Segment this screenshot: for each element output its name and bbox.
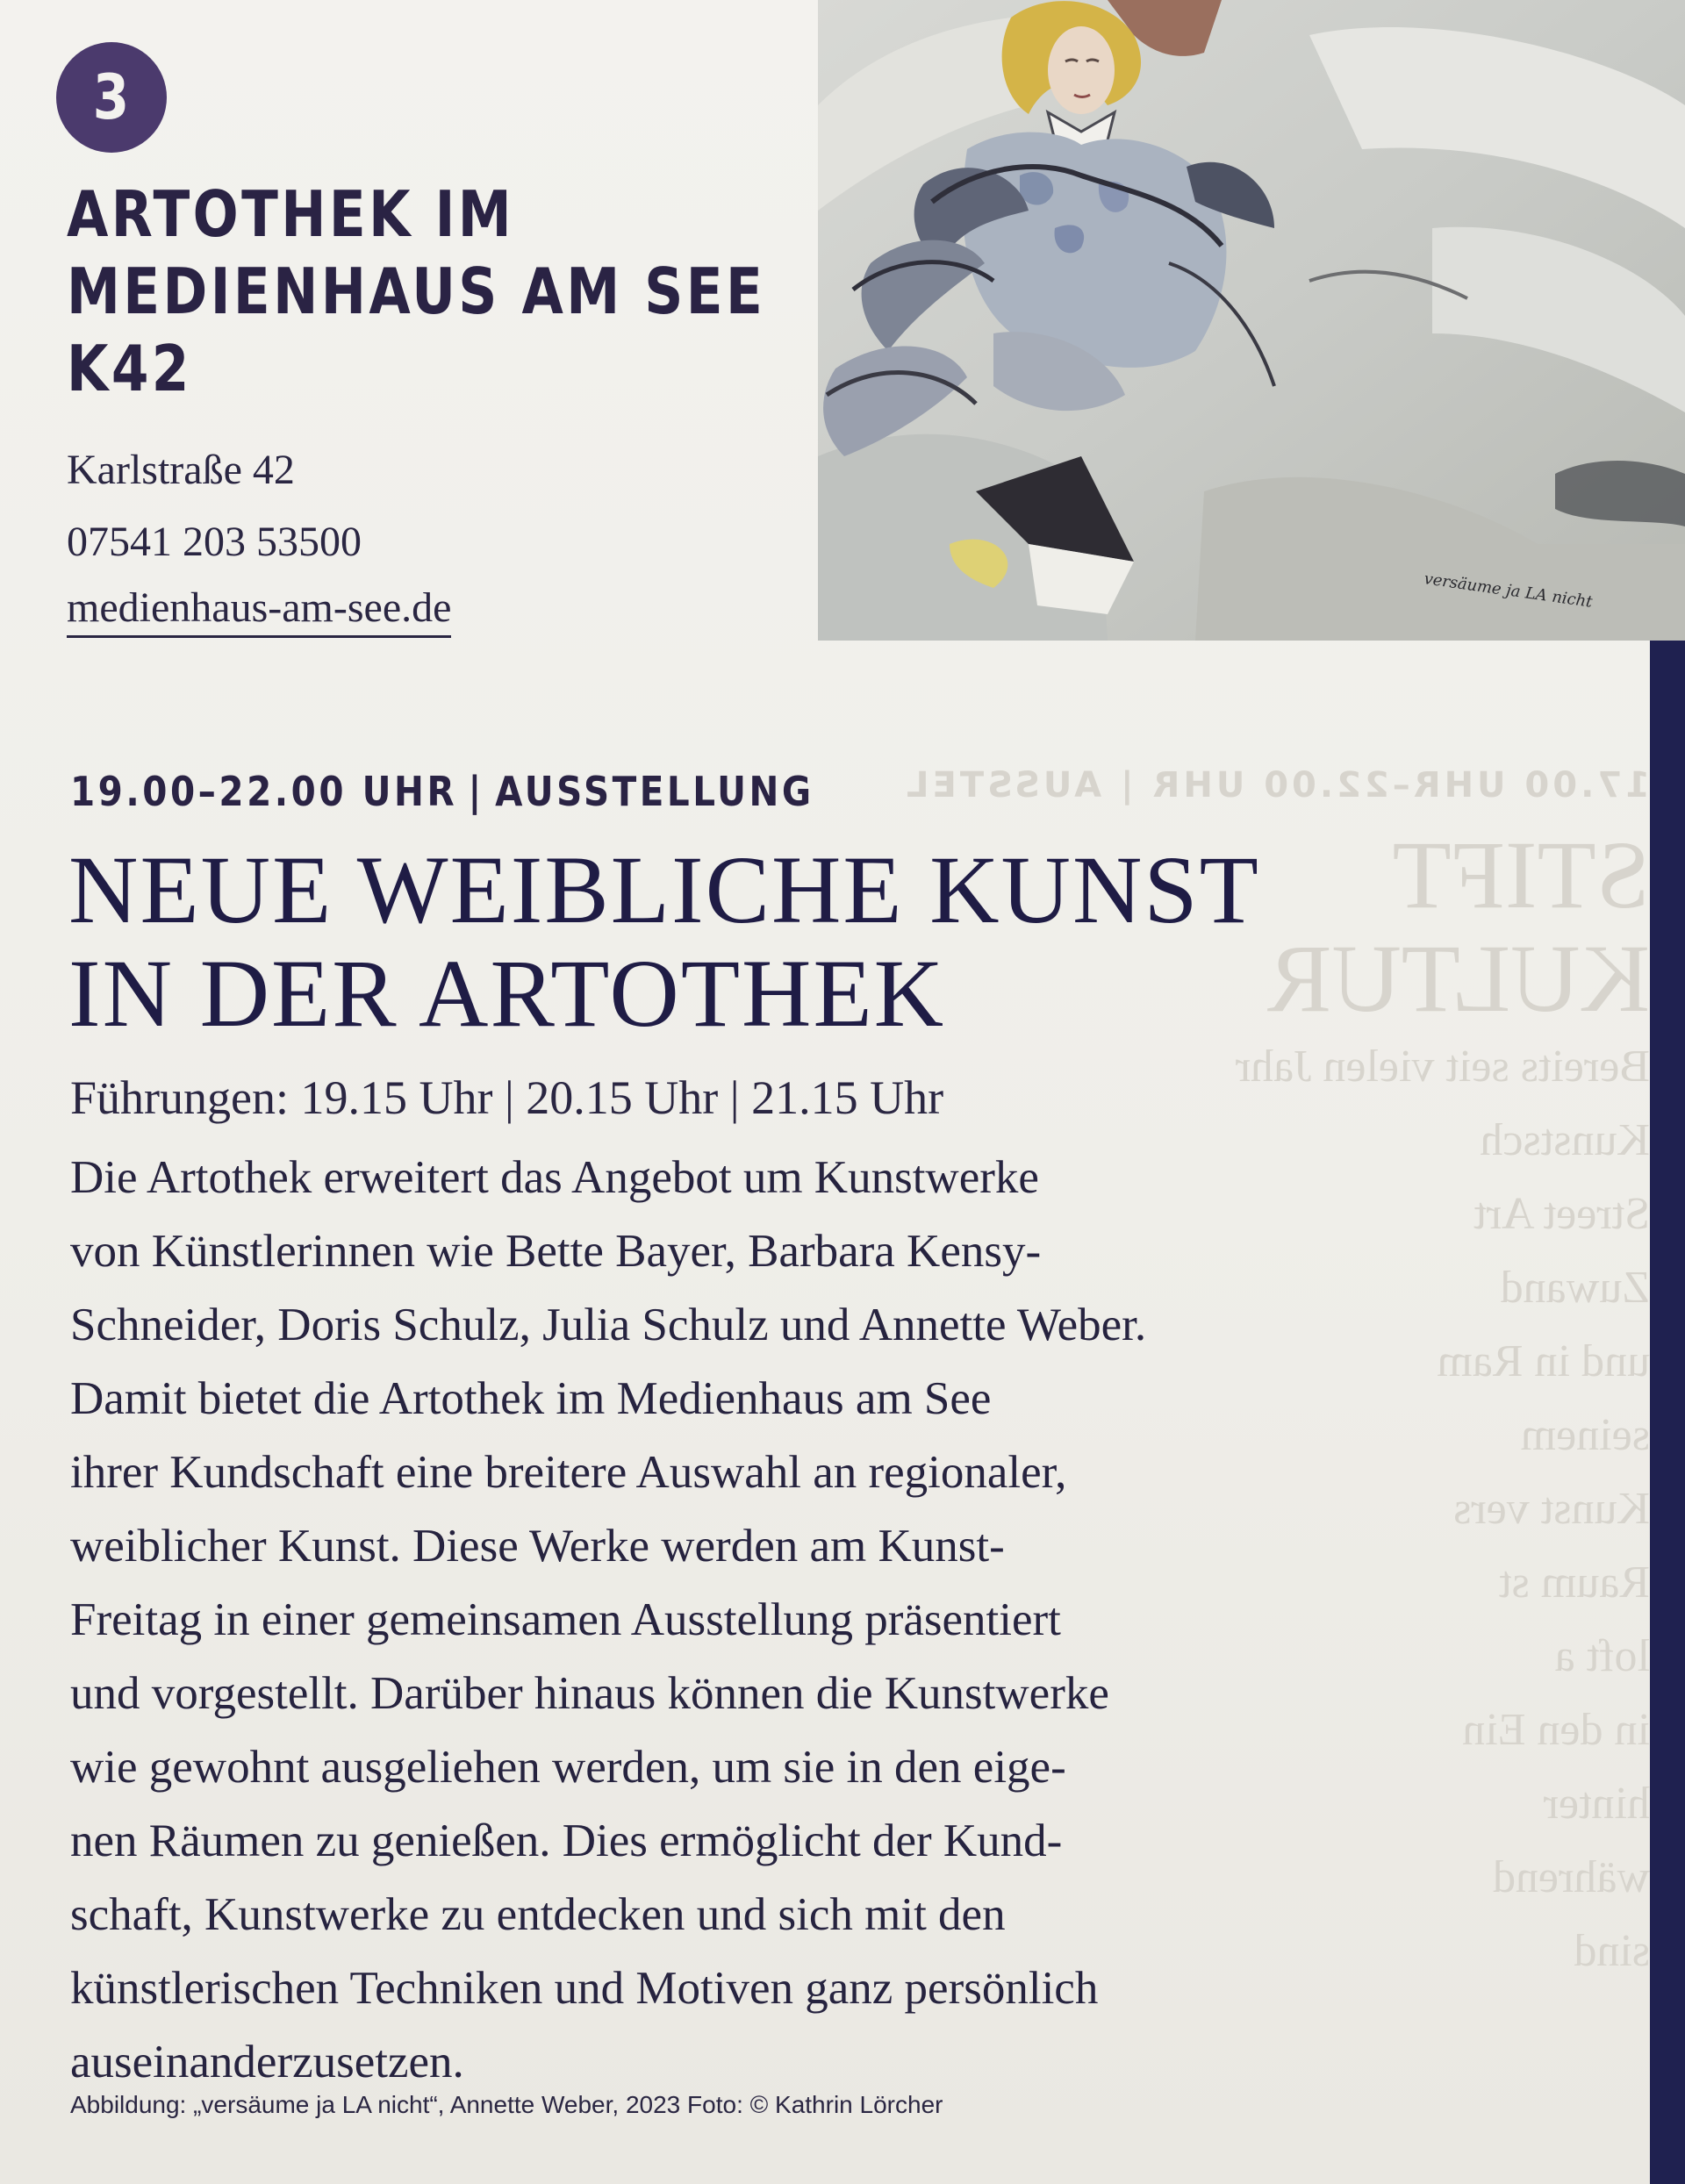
description-line: und vorgestellt. Darüber hinaus können die Kunstwerke <box>70 1668 1109 1719</box>
description-line: von Künstlerinnen wie Bette Bayer, Barbara Kensy- <box>70 1226 1042 1277</box>
description-line: Damit bietet die Artothek im Medienhaus am See <box>70 1373 992 1424</box>
venue-phone: 07541 203 53500 <box>67 519 362 565</box>
reverse-page-bleed-through: 17.00 UHR–22.00 UHR | AUSSTEL STIFT KULTUR Bereits seit vielen Jahr Kunstsch Street Art Zuwand und in Ram seinem Kunst vers Raum st loft a in den Ein hinter während sind <box>903 765 1650 1976</box>
description-line: nen Räumen zu genießen. Dies ermöglicht der Kund- <box>70 1815 1063 1866</box>
image-caption: Abbildung: „versäume ja LA nicht“, Annette Weber, 2023 Foto: © Kathrin Lörcher <box>70 2091 943 2118</box>
event-title-line: IN DER ARTOTHEK <box>68 940 946 1047</box>
event-title-line: NEUE WEIBLICHE KUNST <box>68 836 1260 943</box>
artwork-painting <box>818 0 1685 641</box>
venue-name-line: ARTOTHEK IM <box>67 177 515 251</box>
venue-address: Karlstraße 42 <box>67 447 295 493</box>
description-line: weiblicher Kunst. Diese Werke werden am Kunst- <box>70 1521 1005 1572</box>
venue-website-link[interactable]: medienhaus-am-see.de <box>67 584 451 638</box>
event-time: 19.00–22.00 UHR <box>70 768 458 815</box>
event-title <box>68 838 1560 1045</box>
artwork-image <box>818 0 1685 641</box>
venue-number-badge <box>56 42 167 153</box>
description-line: Freitag in einer gemeinsamen Ausstellung präsentiert <box>70 1594 1061 1645</box>
description-line: ihrer Kundschaft eine breitere Auswahl an regionaler, <box>70 1447 1067 1498</box>
venue-name <box>67 175 766 407</box>
venue-number: 3 <box>92 61 131 133</box>
venue-name-line: MEDIENHAUS AM SEE <box>67 254 766 328</box>
venue-name-line: K42 <box>67 332 192 405</box>
event-kicker <box>70 768 814 815</box>
description-line: Die Artothek erweitert das Angebot um Kunstwerke <box>70 1152 1039 1203</box>
description-line: schaft, Kunstwerke zu entdecken und sich mit den <box>70 1889 1006 1940</box>
description-line: wie gewohnt ausgeliehen werden, um sie in den eige- <box>70 1742 1066 1793</box>
description-line: Schneider, Doris Schulz, Julia Schulz und Annette Weber. <box>70 1300 1147 1350</box>
event-category: AUSSTELLUNG <box>495 768 814 815</box>
event-description <box>70 1141 1413 2099</box>
event-tours: Führungen: 19.15 Uhr | 20.15 Uhr | 21.15 Uhr <box>70 1071 944 1124</box>
page-edge-dark <box>1650 632 1685 2184</box>
artwork-signature: versäume ja LA nicht <box>1423 569 1594 612</box>
description-line: auseinanderzusetzen. <box>70 2037 464 2087</box>
description-line: künstlerischen Techniken und Motiven ganz persönlich <box>70 1963 1099 2014</box>
kicker-separator: | <box>468 768 484 815</box>
